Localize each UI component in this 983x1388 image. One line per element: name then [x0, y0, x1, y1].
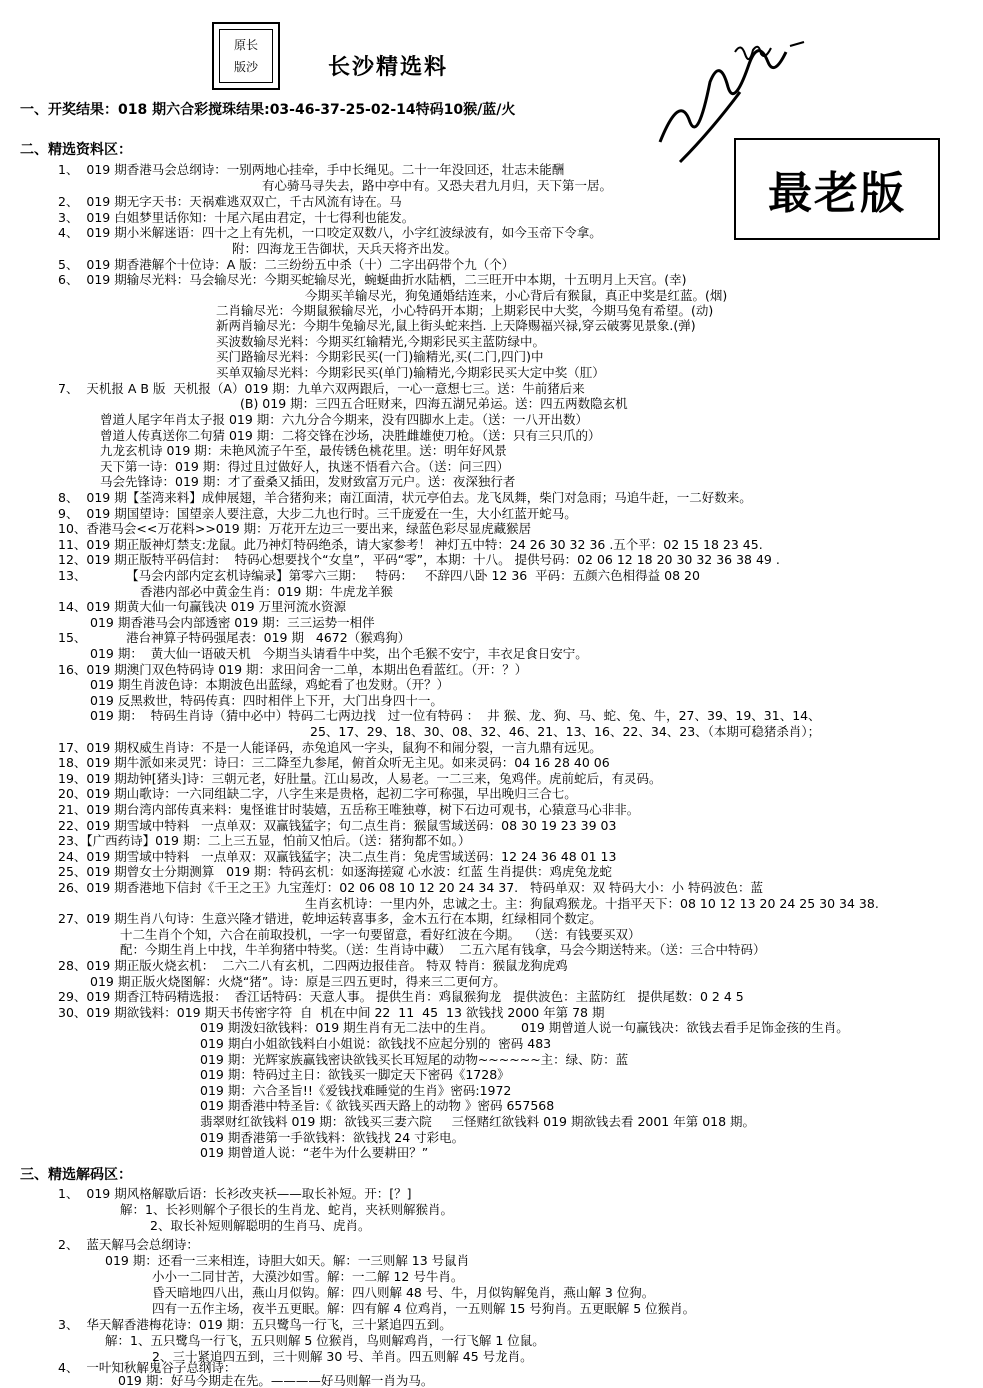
section-results: 一、开奖结果：018 期六合彩搅珠结果:03-46-37-25-02-14特码10猴/蓝/火 [20, 102, 516, 118]
item-line: 6、 019 期输尽光料：马会输尽光：今期买蛇输尽光，蜿蜒曲折水陆栖，二三旺开中本期，十五明月上天宫。(幸) [58, 272, 687, 287]
item-line: 019 反黑救世，特码传真：四时相伴上下开，大门出身四十一。 [90, 693, 443, 708]
item-line: 2、取长补短则解聪明的生肖马、虎肖。 [150, 1218, 371, 1233]
item-line: 有心骑马寻失去，路中亭中有。又恐夫君九月归，天下第一居。 [262, 178, 613, 193]
item-line: 四有一五作主场，夜半五更眠。解：四有解 4 位鸡肖，一五则解 15 号狗肖。五更眠解 5 位猴肖。 [152, 1301, 696, 1316]
item-line: 附：四海龙王告御状，天兵天将齐出发。 [232, 241, 458, 256]
item-line: 13、 【马会内部内定玄机诗编录】第零六三期： 特码： 不辞四八卧 12 36 平码：五颜六色相得益 08 20 [58, 568, 700, 583]
page-title: 长沙精选料 [328, 55, 449, 80]
item-line: 马会先锋诗：019 期：才了蚕桑又插田，发财致富万元户。送：夜深独行者 [100, 474, 516, 489]
stamp-inner [219, 29, 273, 83]
stamp-box [212, 22, 280, 90]
item-line: 29、019 期香江特码精选报： 香江话特码：天意人事。 提供生肖：鸡鼠猴狗龙 提供波色：主蓝防红 提供尾数：0 2 4 5 [58, 989, 744, 1004]
item-line: 23、【广西药诗】019 期：二上三五显，怕前又怕后。（送：猪狗都不如。） [58, 833, 471, 848]
item-line: 019 期香港马会内部透密 019 期：三三运势一相伴 [90, 615, 375, 630]
item-line: 24、019 期雪域中特料 一点单双：双赢钱猛字；决二点生肖：兔虎雪域送码：12 24 36 48 01 13 [58, 849, 617, 864]
section-materials: 二、精选资料区： [20, 142, 132, 158]
item-line: 3、 019 白姐梦里话你知：十尾六尾由君定，十七得利也能发。 [58, 210, 415, 225]
item-line: 28、019 期正版火烧玄机： 二六二八有玄机，二四两边报佳音。 特双 特肖：猴鼠龙狗虎鸡 [58, 958, 568, 973]
item-line: 019 期：特码过主日：欲钱买一脚定天下密码《1728》 [200, 1067, 510, 1082]
item-line: 26、019 期香港地下信封《千王之王》九宝莲灯：02 06 08 10 12 20 24 34 37. 特码单双：双 特码大小：小 特码波色：蓝 [58, 880, 764, 895]
item-line: 2、 蓝天解马会总纲诗： [58, 1237, 199, 1252]
item-line: 买单双输尽光料：今期彩民买(单门)输精光,今期彩民买大定中奖（肛） [216, 365, 605, 380]
item-line: 解：1、长衫则解个子很长的生肖龙、蛇肖，夹袄则解猴肖。 [120, 1202, 453, 1217]
item-line: 019 期：还看一三来相连，诗胆大如天。解：一三则解 13 号鼠肖 [105, 1253, 470, 1268]
item-line: 019 期香港中特圣旨:《 欲钱买西天路上的动物 》密码 657568 [200, 1098, 555, 1113]
item-line: 19、019 期劫钟[猪头]诗：三朝元老，好肚量。江山易改，人易老。一二三来，兔鸡伴。虎前蛇后，有灵码。 [58, 771, 662, 786]
item-line: 019 期：光辉家族赢钱密诀欲钱买长耳短尾的动物~~~~~~主：绿、防：蓝 [200, 1052, 629, 1067]
item-line: 2、三十紧追四五到，三十则解 30 号、羊肖。四五则解 45 号龙肖。 [152, 1349, 533, 1364]
item-line: 今期买羊输尽光，狗兔通婚结连来，小心背后有猴鼠，真正中奖是红蓝。(烟) [305, 288, 728, 303]
item-line: 曾道人尾字年肖太子报 019 期：六九分合今期来，没有四脚水上走。（送：一八开出数） [100, 412, 589, 427]
item-line: 019 期正版火烧图解：火烧“猪”。诗：原是三四五更时，得来三二更何方。 [90, 974, 506, 989]
item-line: 5、 019 期香港解个十位诗：A 版：二三纷纷五中杀（十）二字出码带个九（个） [58, 257, 515, 272]
item-line: 7、 天机报 A B 版 天机报（A）019 期：九单六双两跟后，一心一意想七三。送：牛前猪后来 [58, 381, 585, 396]
item-line: 买门路输尽光料：今期彩民买(一门)输精光,买(二门,四门)中 [216, 349, 544, 364]
item-line: 27、019 期生肖八句诗：生意兴隆才错进，乾坤运转喜事多，金木五行在本期，红绿相同个数定。 [58, 911, 602, 926]
item-line: 天下第一诗：019 期：得过且过做好人，执迷不悟看六合。（送：问三四） [100, 459, 510, 474]
item-line: 九龙玄机诗 019 期：未艳风流子午至，最传锈色桃花里。送：明年好风景 [100, 443, 507, 458]
item-line: 1、 019 期风格解歇后语：长衫改夹袄——取长补短。开：[？] [58, 1186, 412, 1201]
item-line: 1、 019 期香港马会总纲诗：一别两地心挂牵，手中长绳见。二十一年没回还，壮志未能酬 [58, 162, 565, 177]
stamp-text-1: 原长 [233, 38, 258, 52]
item-line: 15、 港台神算子特码强尾表：019 期 4672（猴鸡狗） [58, 630, 411, 645]
item-line: 18、019 期牛派如来灵咒：诗曰：三二降至九参尾，俯首众听无主见。如来灵码：04 16 28 40 06 [58, 755, 610, 770]
item-line: 16、019 期澳门双色特码诗 019 期：求田问舍一二单，本期出色看蓝红。（开：？） [58, 662, 528, 677]
item-line: 曾道人传真送你二句猜 019 期：二将交锋在沙场，决胜雌雄使刀枪。（送：只有三只爪的） [100, 428, 601, 443]
item-line: 香港内部必中黄金生肖：019 期：牛虎龙羊猴 [140, 584, 393, 599]
item-line: (B) 019 期：三四五合旺财来，四海五湖兄弟运。送：四五两数隐玄机 [240, 396, 628, 411]
item-line: 30、019 期欲钱料：019 期天书传密字符 自 机在中间 22 11 45 13 欲钱找 2000 年第 78 期 [58, 1005, 605, 1020]
item-line: 019 期：好马今期走在先。————好马则解一肖为马。 [118, 1373, 434, 1388]
item-line: 生肖玄机诗：一里内外，忠诚之士。主：狗鼠鸡猴龙。十指平天下：08 10 12 13 20 24 25 30 34 38. [305, 896, 879, 911]
item-line: 十二生肖个个知，六合在前取投机，一字一句要留意，看好红波在今期。 （送：有钱要买双） [120, 927, 641, 942]
item-line: 12、019 期正版特平码信封： 特码心想要找个“女皇”，平码“零”，本期：十八。 提供号码：02 06 12 18 20 30 32 36 38 49 . [58, 552, 780, 567]
item-line: 11、019 期正版神灯禁支:龙鼠。此乃神灯特码绝杀，请大家参考！ 神灯五中特：24 26 30 32 36 .五个平：02 15 18 23 45. [58, 537, 763, 552]
item-line: 14、019 期黄大仙一句赢钱决 019 万里河流水资源 [58, 599, 347, 614]
item-line: 4、 019 期小米解迷语：四十之上有先机，一口咬定双数八，小字红波绿波有，如今玉帝下令拿。 [58, 225, 602, 240]
item-line: 昏天暗地四八出，燕山月似钩。解：四八则解 48 号、牛，月似钩解兔肖，燕山解 3 位狗。 [152, 1285, 655, 1300]
item-line: 2、 019 期无字天书：天祸难逃双双亡，千古风流有诗在。马 [58, 194, 402, 209]
item-line: 解：1、五只鹭鸟一行飞，五只则解 5 位猴肖，鸟则解鸡肖，一行飞解 1 位鼠。 [105, 1333, 545, 1348]
item-line: 20、019 期山歌诗：一六同组缺二字，八字生来是贵格，起初二字可称强，早出晚归三合七。 [58, 786, 577, 801]
item-line: 019 期： 黄大仙一语破天机 今期当头请看牛中奖，出个毛猴不安宁，丰衣足食日安宁。 [90, 646, 588, 661]
item-line: 小小一二同甘苦，大漠沙如雪。解：一二解 12 号牛肖。 [152, 1269, 464, 1284]
section-decoding: 三、精选解码区： [20, 1167, 132, 1183]
item-line: 019 期曾道人说：“老牛为什么要耕田？” [200, 1145, 429, 1160]
stamp-text-2: 版沙 [233, 60, 258, 74]
item-line: 22、019 期雪域中特料 一点单双：双赢钱猛字；句二点生肖：猴鼠雪域送码：08 30 19 23 39 03 [58, 818, 617, 833]
item-line: 019 期白小姐欲钱料白小姐说：欲钱找不应起分别的 密码 483 [200, 1036, 552, 1051]
item-line: 019 期香港第一手欲钱料：欲钱找 24 寸彩电。 [200, 1130, 465, 1145]
item-line: 019 期生肖波色诗：本期波色出蓝绿，鸡蛇看了也发财。（开？） [90, 677, 450, 692]
item-line: 019 期： 特码生肖诗（猜中必中）特码二七两边找 过一位有特码 ： 井 猴、龙、狗、马、蛇、兔、牛，27、39、19、31、14、 [90, 708, 821, 723]
item-line: 4、 一叶知秋解鬼谷子总纲诗： [58, 1360, 237, 1375]
item-line: 翡翠财红欲钱料 019 期：欲钱买三妻六院 三怪赌红欲钱料 019 期欲钱去看 2001 年第 018 期。 [200, 1114, 756, 1129]
item-line: 配：今期生肖上中找，牛羊狗猪中特奖。（送：生肖诗中藏） 二五六尾有钱拿，马会今期送特来。（送：三合中特码） [120, 942, 766, 957]
item-line: 17、019 期权威生肖诗：不是一人能译码，赤兔追风一字头，鼠狗不和闹分裂，一言九鼎有远见。 [58, 740, 602, 755]
item-line: 9、 019 期国望诗：国望亲人要注意，大步二九也行时。三千庞爱在一生，大小红蓝开蛇马。 [58, 506, 577, 521]
item-line: 019 期泼妇欲钱料：019 期生肖有无二法中的生肖。 019 期曾道人说一句赢钱决：欲钱去看手足饰金孩的生肖。 [200, 1020, 849, 1035]
item-line: 新两肖输尽光：今期牛兔输尽光,鼠上街头蛇来挡. 上天降赐福兴禄,穿云破雾见景象.(弹) [216, 318, 696, 333]
item-line: 二肖输尽光：今期鼠猴输尽光，小心特码开本期；上期彩民中大奖，今期马兔有希望。(动) [216, 303, 714, 318]
oldest-edition-badge: 最老版 [734, 138, 940, 240]
item-line: 3、 华天解香港梅花诗：019 期：五只鹭鸟一行飞，三十紧追四五到。 [58, 1317, 452, 1332]
item-line: 25、019 期曾女士分期测算 019 期：特码玄机：如逐海搓窥 心水波：红蓝 生肖提供：鸡虎兔龙蛇 [58, 864, 612, 879]
item-line: 10、香港马会<<万花料>>019 期：万花开左边三一要出来，绿蓝色彩尽显虎藏猴居 [58, 521, 532, 536]
item-line: 买波数输尽光料：今期买红输精光,今期彩民买主蓝防绿中。 [216, 334, 545, 349]
item-line: 8、 019 期【荃湾来料】成伸展翅，羊合猪狗来；南江面清，状元亭伯去。龙飞凤舞，柴门对急雨；马追牛赶，一二好数来。 [58, 490, 752, 505]
item-line: 019 期：六合圣旨!!《爱钱找难睡觉的生肖》密码:1972 [200, 1083, 512, 1098]
item-line: 25、17、29、18、30、08、32、46、21、13、16、22、34、23、（本期可稳猪杀肖）； [310, 724, 821, 739]
item-line: 21、019 期台湾内部传真来料：鬼怪谁甘时装嬉，五岳称王唯独尊，树下石边可观书，心猿意马心非非。 [58, 802, 640, 817]
